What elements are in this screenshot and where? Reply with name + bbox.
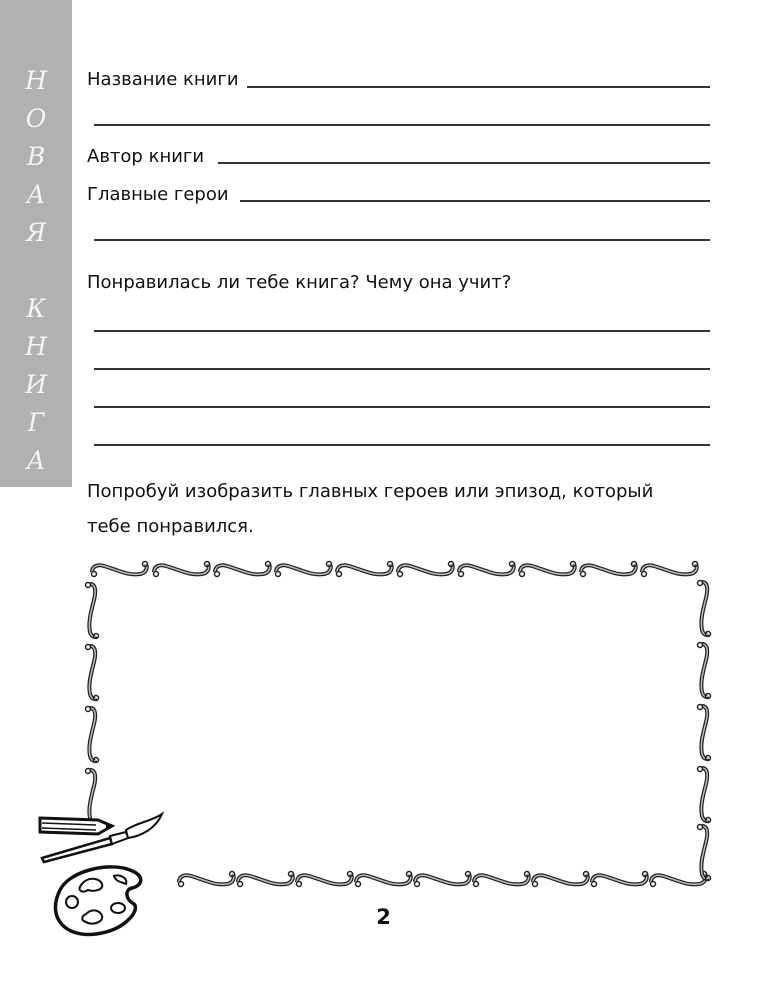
banner-letter: А <box>26 180 46 209</box>
drawing-prompt-line2: тебе понравился. <box>87 516 254 537</box>
banner-letter: А <box>26 446 46 475</box>
answer-line[interactable] <box>94 330 710 332</box>
banner-letter: И <box>25 370 47 399</box>
book-title-line[interactable] <box>247 86 710 88</box>
banner-letter: В <box>26 142 46 171</box>
banner-letter: К <box>26 294 46 323</box>
banner-letter: Г <box>27 408 45 437</box>
side-banner-text <box>0 62 72 480</box>
page-number: 2 <box>376 905 391 929</box>
heroes-label: Главные герои <box>87 184 229 205</box>
drawing-prompt-line1: Попробуй изобразить главных героев или эпизод, который <box>87 481 654 502</box>
banner-letter: Н <box>25 332 47 361</box>
banner-letter: Н <box>25 66 47 95</box>
heroes-line-2[interactable] <box>94 239 710 241</box>
drawing-prompt <box>87 474 727 544</box>
answer-line[interactable] <box>94 368 710 370</box>
book-title-label: Название книги <box>87 69 239 90</box>
author-label: Автор книги <box>87 146 205 167</box>
author-line[interactable] <box>218 162 710 164</box>
heroes-line[interactable] <box>240 200 710 202</box>
pencil-icon <box>40 818 114 834</box>
answer-line[interactable] <box>94 444 710 446</box>
banner-gap <box>0 252 72 290</box>
side-banner <box>0 0 72 487</box>
book-title-line-2[interactable] <box>94 124 710 126</box>
banner-letter: О <box>25 104 47 133</box>
banner-letter: Я <box>25 218 47 247</box>
question-label: Понравилась ли тебе книга? Чему она учит? <box>87 272 512 293</box>
answer-line[interactable] <box>94 406 710 408</box>
